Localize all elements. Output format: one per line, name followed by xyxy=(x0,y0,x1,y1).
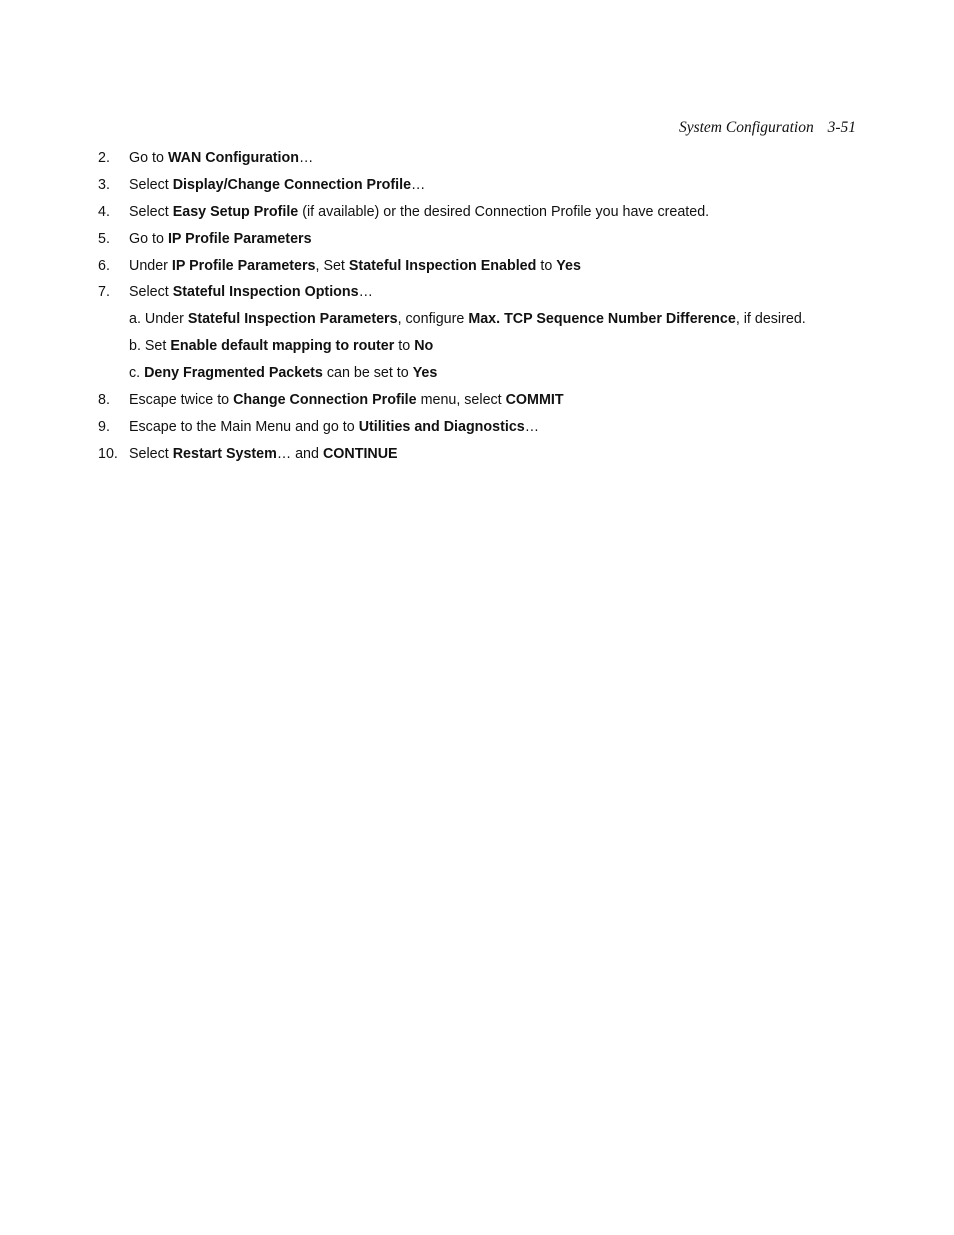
step-text xyxy=(129,202,709,222)
step-text xyxy=(129,336,433,356)
step-text-run: Select xyxy=(129,284,173,301)
step-text-run: can be set to xyxy=(322,365,413,382)
step-text-run: Escape to the Main Menu and go to xyxy=(129,418,359,435)
step-text-emphasis: Display/Change Connection Profile xyxy=(172,176,412,193)
step-text-emphasis: Yes xyxy=(412,365,438,382)
step-text-emphasis: Stateful Inspection Parameters xyxy=(187,311,398,328)
step-text-emphasis: Utilities and Diagnostics xyxy=(358,418,525,435)
step-text-run: Go to xyxy=(129,150,168,166)
step-text-run: a. Under xyxy=(129,311,188,328)
step-text-emphasis: Yes xyxy=(556,257,581,274)
sub-step xyxy=(0,363,954,390)
step-item xyxy=(0,282,954,309)
step-text xyxy=(129,363,437,383)
step-text-run: (if available) or the desired Connection Profile you have created. xyxy=(298,203,710,220)
step-text-emphasis: Restart System xyxy=(172,445,277,462)
step-item xyxy=(0,229,954,256)
step-item xyxy=(0,444,954,471)
step-text xyxy=(129,229,312,249)
step-text-run: … xyxy=(299,150,314,166)
step-text xyxy=(129,148,313,168)
instruction-steps-list xyxy=(0,148,954,471)
step-text xyxy=(129,417,539,437)
step-item xyxy=(0,390,954,417)
step-text xyxy=(129,390,564,410)
step-item xyxy=(0,202,954,229)
step-number: 7. xyxy=(98,284,110,301)
step-number: 6. xyxy=(98,257,110,274)
step-text-emphasis: IP Profile Parameters xyxy=(171,257,316,274)
step-text-run: to xyxy=(536,257,557,274)
step-text xyxy=(129,309,806,329)
step-text-run: … xyxy=(524,418,540,435)
step-text xyxy=(129,175,425,195)
step-text-run: Select xyxy=(129,445,173,462)
step-number: 5. xyxy=(98,230,110,247)
step-item xyxy=(0,417,954,444)
step-text-run: , Set xyxy=(315,257,349,274)
step-text-emphasis: Stateful Inspection Options xyxy=(172,284,359,301)
step-text-run: … xyxy=(358,284,373,301)
step-text-run: c. xyxy=(129,365,145,382)
step-number: 9. xyxy=(98,418,110,435)
step-text-run: Go to xyxy=(129,230,168,247)
step-text-emphasis: Stateful Inspection Enabled xyxy=(348,257,537,274)
step-text-emphasis: WAN Configuration xyxy=(167,150,299,166)
step-text-run: Escape twice to xyxy=(129,392,234,409)
step-text-emphasis: CONTINUE xyxy=(322,445,398,462)
step-text-emphasis: Max. TCP Sequence Number Difference xyxy=(468,311,736,328)
step-number: 8. xyxy=(98,392,110,409)
step-text-run: Under xyxy=(129,257,172,274)
step-number: 10. xyxy=(98,445,118,462)
step-text-run: Select xyxy=(129,176,173,193)
step-text-run: … and xyxy=(276,445,323,462)
step-number: 4. xyxy=(98,203,110,220)
step-text-run: Select xyxy=(129,203,173,220)
step-text-emphasis: IP Profile Parameters xyxy=(167,230,312,247)
step-text-emphasis: Enable default mapping to router xyxy=(170,338,395,355)
step-text-run: , configure xyxy=(397,311,469,328)
step-text-run: … xyxy=(411,176,426,193)
step-text-emphasis: Deny Fragmented Packets xyxy=(144,365,323,382)
step-text-emphasis: No xyxy=(414,338,434,355)
sub-step xyxy=(0,309,954,336)
step-text-emphasis: Easy Setup Profile xyxy=(172,203,299,220)
running-header xyxy=(679,119,856,137)
step-text xyxy=(129,444,398,464)
step-text xyxy=(129,256,581,276)
sub-step xyxy=(0,336,954,363)
page-number: 3-51 xyxy=(827,119,856,136)
step-text xyxy=(129,282,373,302)
step-text-emphasis: COMMIT xyxy=(505,392,564,409)
step-item xyxy=(0,175,954,202)
step-text-run: , if desired. xyxy=(735,311,806,328)
step-item xyxy=(0,148,954,175)
section-title: System Configuration xyxy=(678,119,814,136)
step-text-emphasis: Change Connection Profile xyxy=(233,392,417,409)
step-text-run: to xyxy=(394,338,415,355)
step-number: 3. xyxy=(98,176,110,193)
step-number: 2. xyxy=(98,150,110,166)
step-text-run: menu, select xyxy=(416,392,506,409)
step-text-run: b. Set xyxy=(129,338,171,355)
step-item xyxy=(0,256,954,283)
